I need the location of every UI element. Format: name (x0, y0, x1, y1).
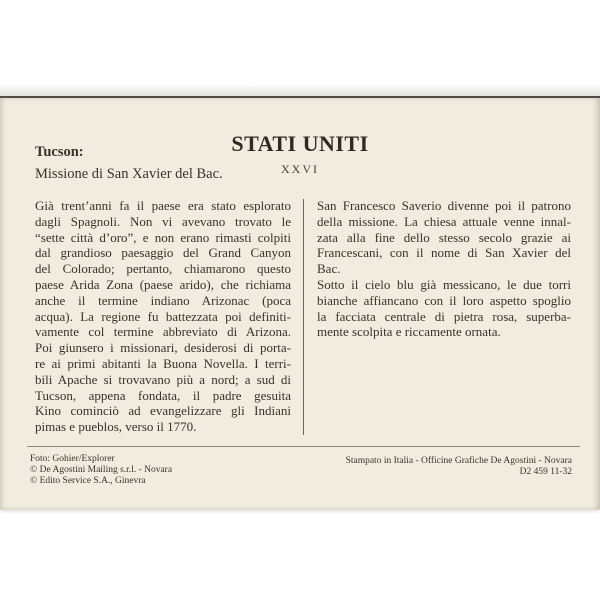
column-divider-line (303, 199, 304, 435)
text-line: dal grandioso paesaggio del Grand Canyon (35, 245, 291, 261)
right-paragraph-2 (317, 277, 571, 340)
text-line: D2 459 11-32 (519, 467, 572, 478)
text-line: Bac. (317, 261, 341, 277)
text-line: la facciata centrale di pietra rosa, superba- (317, 308, 571, 324)
text-line: zata alla fine dello stesso secolo grazie ai (317, 229, 571, 245)
text-line: “sette città d’oro”, e non erano rimasti colpiti (35, 229, 291, 245)
text-line: Poi giunsero i missionari, desiderosi di porta- (35, 340, 291, 356)
text-line: paese Arida Zona (paese arido), che richiama (35, 276, 291, 292)
text-line: San Francesco Saverio divenne poi il patrono (317, 198, 571, 213)
card-subtitle: Missione di San Xavier del Bac. (35, 166, 223, 182)
text-line: anche il termine indiano Arizonac (poca (35, 292, 291, 308)
text-line: della missione. La chiesa attuale venne innal- (317, 213, 571, 229)
postcard-back (0, 96, 600, 510)
text-line: © Edito Service S.A., Ginevra (30, 476, 146, 487)
right-text-column (317, 198, 571, 340)
text-line: Francescani, con il nome di San Xavier del (317, 245, 571, 261)
text-line: © De Agostini Mailing s.r.l. - Novara (30, 465, 173, 476)
left-text-column (35, 198, 291, 435)
card-title: STATI UNITI (231, 131, 369, 156)
text-line: vamente col termine abbreviato di Arizona. (35, 324, 291, 340)
photo-credits (30, 454, 172, 488)
print-info (346, 456, 572, 478)
text-line: Tucson, appena fondata, il padre gesuita (35, 387, 291, 403)
card-top-shadow (0, 84, 600, 96)
text-line: mente scolpita e riccamente ornata. (317, 324, 501, 340)
right-paragraph-1 (317, 198, 571, 277)
text-line: Kino cominciò ad evangelizzare gli Indiani (35, 403, 291, 419)
text-line: re ai primi abitanti la Buona Novella. I terri- (35, 355, 291, 371)
text-line: acqua). La regione fu battezzata poi definiti- (35, 308, 291, 324)
series-number: XXVI (281, 162, 319, 176)
footer-separator-line (27, 446, 580, 447)
text-line: Già trent’anni fa il paese era stato esplorato (35, 198, 291, 213)
text-line: del Colorado; pertanto, chiamarono questo (35, 261, 291, 277)
text-line: Stampato in Italia - Officine Grafiche De Agostini - Novara (345, 456, 572, 466)
text-line: dagli Spagnoli. Non vi avevano trovato le (35, 213, 291, 229)
text-line: bili Apache si trovavano più a nord; a sud di (35, 371, 291, 387)
text-line: pimas e pueblos, verso il 1770. (35, 419, 197, 435)
text-line: Sotto il cielo blu già messicano, le due torri (317, 276, 571, 292)
text-line: Foto: Gohier/Explorer (30, 454, 115, 464)
location-heading: Tucson: (35, 144, 84, 160)
text-line: bianche affiancano con il loro aspetto spoglio (317, 292, 571, 308)
